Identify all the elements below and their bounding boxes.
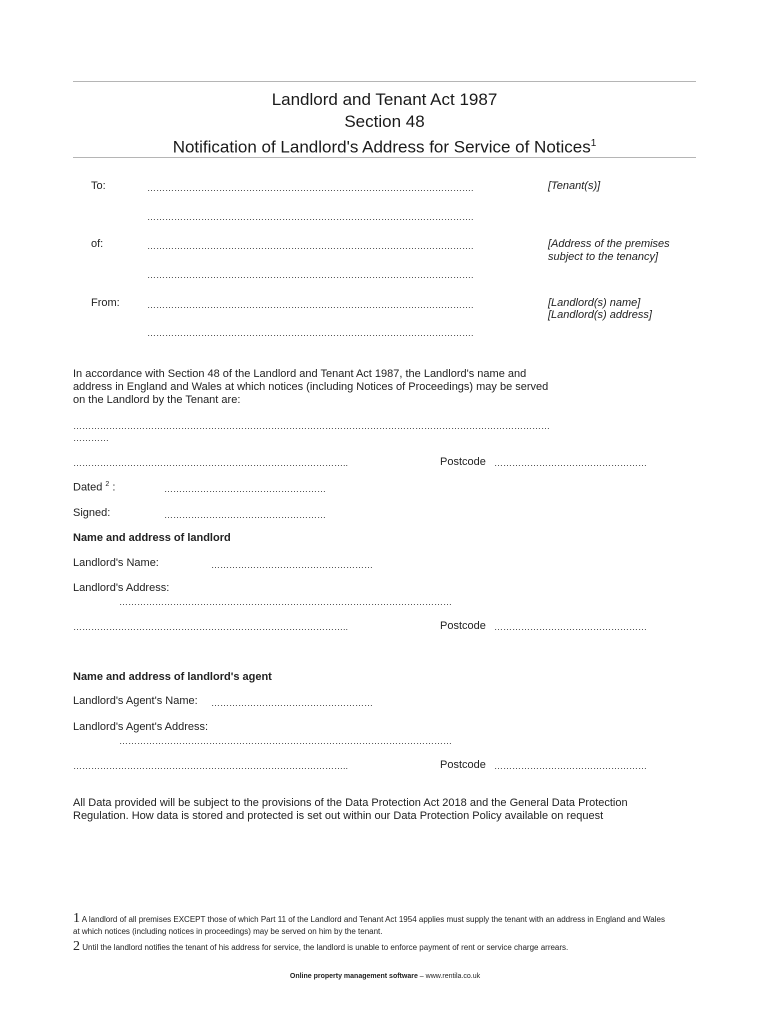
agent-name-field[interactable]: ……………………………………………… [211,698,373,708]
landlord-address-line-2[interactable]: ……………………………………………………………………………….. [73,622,349,632]
footer [0,973,770,980]
of-line-1[interactable]: ………………………………………………………………………………………………. [147,241,474,251]
landlord-address-field[interactable]: ………………………………………………………………………………………………… [119,597,452,607]
postcode-field-3[interactable]: …………………………………………… [494,761,647,771]
landlord-name-label: Landlord's Name: [73,557,159,569]
signed-label: Signed: [73,507,111,519]
of-note-2: subject to the tenancy] [548,251,659,263]
page-title-line-3 [73,133,696,159]
dated-text: Dated [73,481,103,494]
statement-paragraph: In accordance with Section 48 of the Landlord and Tenant Act 1987, the Landlord's name and address in England and Wales at which notices (including Notices of Proceedings) may be served on the Landlord by the Tenant are: [73,368,549,406]
footnote-2 [73,941,673,954]
landlord-name-field[interactable]: ……………………………………………… [211,560,373,570]
from-line-1[interactable]: ………………………………………………………………………………………………. [147,300,474,310]
agent-heading: Name and address of landlord's agent [73,671,272,683]
landlord-address-label: Landlord's Address: [73,582,170,594]
footer-bold: Online property management software [289,973,418,980]
data-protection-notice: All Data provided will be subject to the provisions of the Data Protection Act 2018 and the General Data Protection Regulation. How data is stored and protected is set out within our Data Protection Policy available on request [73,797,628,822]
to-line-1[interactable]: ………………………………………………………………………………………………. [147,183,474,193]
agent-name-label: Landlord's Agent's Name: [73,695,198,707]
dated-label [73,481,115,494]
top-rule [73,81,696,82]
from-label: From: [91,297,120,309]
address-line-2[interactable]: ……………………………………………………………………………….. [73,458,349,468]
landlord-heading: Name and address of landlord [73,532,231,544]
agent-address-label: Landlord's Agent's Address: [73,721,209,733]
footnote-ref-2: 2 [105,481,110,488]
page-title-line-2: Section 48 [344,112,425,131]
postcode-label-1: Postcode [440,456,486,468]
from-note-2: [Landlord(s) address] [548,309,652,321]
dated-field[interactable]: ……………………………………………… [164,484,326,494]
dated-colon: : [109,481,116,494]
to-label: To: [91,180,106,192]
postcode-label-2: Postcode [440,620,486,632]
to-note: [Tenant(s)] [548,180,601,192]
footnote-2-number: 2 [73,939,80,954]
footnote-1-number: 1 [73,911,80,926]
footnote-2-text: Until the landlord notifies the tenant of his address for service, the landlord is unable to enforce payment of rent or service charge arrears. [80,943,569,952]
postcode-field-1[interactable]: …………………………………………… [494,458,647,468]
footnote-ref-1: 1 [590,138,597,149]
agent-address-line-2[interactable]: ……………………………………………………………………………….. [73,761,349,771]
of-label: of: [91,238,104,250]
of-note-1: [Address of the premises [548,238,670,250]
page-title-text: Notification of Landlord's Address for Service of Notices [172,137,591,157]
address-line-1-continued: ………… [73,433,109,443]
of-line-2[interactable]: ………………………………………………………………………………………………. [147,270,474,280]
signed-field[interactable]: ……………………………………………… [164,510,326,520]
from-note-1: [Landlord(s) name] [548,297,641,309]
postcode-field-2[interactable]: …………………………………………… [494,622,647,632]
title-rule [73,157,696,158]
postcode-label-3: Postcode [440,759,486,771]
from-line-2[interactable]: ………………………………………………………………………………………………. [147,328,474,338]
agent-address-field[interactable]: ………………………………………………………………………………………………… [119,736,452,746]
page-title-line-1: Landlord and Tenant Act 1987 [271,90,498,109]
footnote-1 [73,913,673,938]
footnote-1-text: A landlord of all premises EXCEPT those of which Part 11 of the Landlord and Tenant Act 1954 applies must supply the tenant with an address in England and Wales at which notices (including notices in proceedings) may be served on him by the tenant. [73,915,665,936]
to-line-2[interactable]: ………………………………………………………………………………………………. [147,212,474,222]
address-line-1[interactable]: …………………………………………………………………………………………………………………………………………… [73,421,550,431]
footer-link[interactable]: – www.rentila.co.uk [417,973,481,980]
